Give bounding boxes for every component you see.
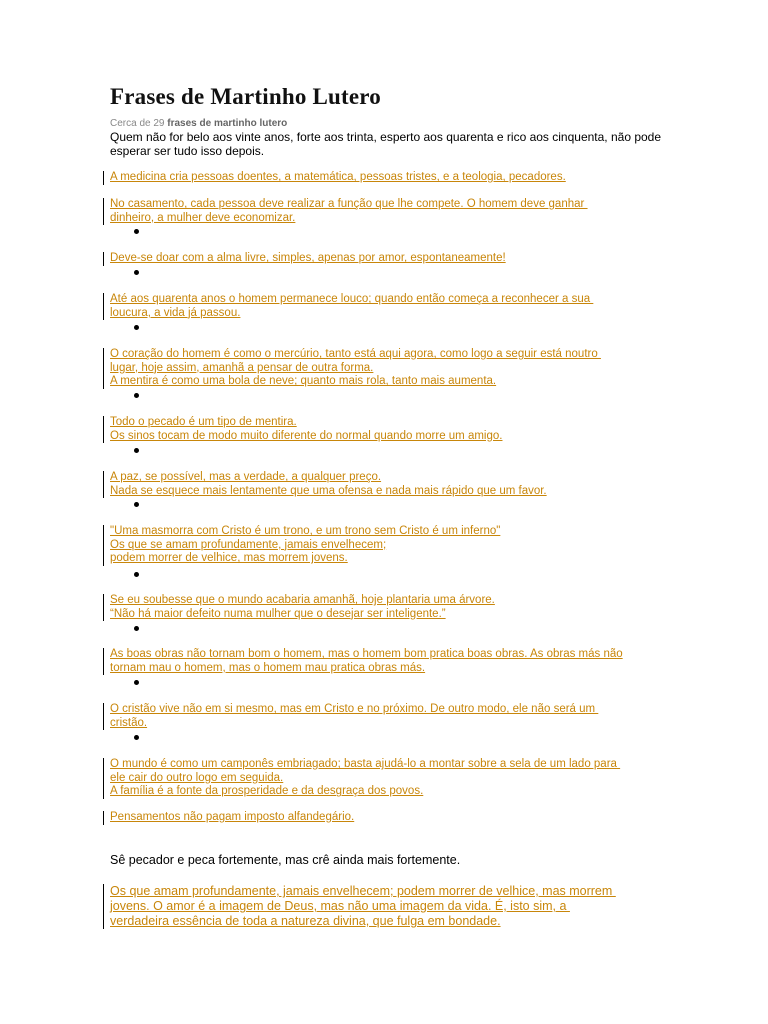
quote-link[interactable]: loucura, a vida já passou. xyxy=(110,306,241,319)
quote-link[interactable]: Nada se esquece mais lentamente que uma ofensa e nada mais rápido que um favor. xyxy=(110,484,547,497)
quote-item xyxy=(103,416,502,443)
quote-link[interactable]: Até aos quarenta anos o homem permanece louco; quando então começa a reconhecer a sua xyxy=(110,293,594,305)
result-meta xyxy=(110,118,287,129)
quote-link[interactable]: O coração do homem é como o mercúrio, tanto está aqui agora, como logo a seguir está noutro xyxy=(110,348,601,360)
quote-item xyxy=(103,758,620,799)
quote-link[interactable]: ele cair do outro logo em seguida. xyxy=(110,771,284,784)
bullet-icon xyxy=(134,325,139,330)
quote-link[interactable]: jovens. O amor é a imagem de Deus, mas não uma imagem da vida. É, isto sim, a xyxy=(110,899,570,913)
quote-link[interactable]: As boas obras não tornam bom o homem, mas o homem bom pratica boas obras. As obras más não xyxy=(110,648,623,660)
quote-item xyxy=(103,348,601,389)
quote-link[interactable]: verdadeira essência de toda a natureza divina, que fulga em bondade. xyxy=(110,914,501,928)
quote-link[interactable]: A medicina cria pessoas doentes, a matemática, pessoas tristes, e a teologia, pecadores. xyxy=(110,171,566,183)
quote-link[interactable]: "Uma masmorra com Cristo é um trono, e um trono sem Cristo é um inferno" xyxy=(110,525,501,537)
quote-item xyxy=(103,525,500,566)
quote-link[interactable]: Deve-se doar com a alma livre, simples, apenas por amor, espontaneamente! xyxy=(110,252,506,264)
bullet-icon xyxy=(134,626,139,631)
bullet-icon xyxy=(134,735,139,740)
quote-link[interactable]: Os sinos tocam de modo muito diferente do normal quando morre um amigo. xyxy=(110,429,503,442)
final-quote xyxy=(103,884,616,929)
quote-link[interactable]: Todo o pecado é um tipo de mentira. xyxy=(110,416,297,428)
intro-quote: Quem não for belo aos vinte anos, forte aos trinta, esperto aos quarenta e rico aos cinquenta, não pode esperar ser tudo isso depois. xyxy=(110,130,662,158)
quote-link[interactable]: Os que amam profundamente, jamais envelhecem; podem morrer de velhice, mas morrem xyxy=(110,884,616,898)
quote-item xyxy=(103,171,566,185)
quote-link[interactable]: tornam mau o homem, mas o homem mau pratica obras más. xyxy=(110,661,426,674)
quote-link[interactable]: Os que se amam profundamente, jamais envelhecem; xyxy=(110,538,387,551)
result-query: frases de martinho lutero xyxy=(167,118,288,129)
quote-link[interactable]: lugar, hoje assim, amanhã a pensar de outra forma. xyxy=(110,361,374,374)
quote-link[interactable]: O mundo é como um camponês embriagado; basta ajudá-lo a montar sobre a sela de um lado para xyxy=(110,758,621,770)
quote-link[interactable]: A família é a fonte da prosperidade e da desgraça dos povos. xyxy=(110,785,424,798)
bullet-icon xyxy=(134,393,139,398)
bullet-icon xyxy=(134,448,139,453)
quote-link[interactable]: A mentira é como uma bola de neve; quanto mais rola, tanto mais aumenta. xyxy=(110,375,497,388)
bullet-icon xyxy=(134,502,139,507)
bullet-icon xyxy=(134,572,139,577)
quote-item xyxy=(103,703,598,730)
quote-link[interactable]: Se eu soubesse que o mundo acabaria amanhã, hoje plantaria uma árvore. xyxy=(110,594,495,606)
plain-quote: Sê pecador e peca fortemente, mas crê ainda mais fortemente. xyxy=(110,853,461,867)
quote-link[interactable]: “Não há maior defeito numa mulher que o desejar ser inteligente.” xyxy=(110,607,446,620)
page-title: Frases de Martinho Lutero xyxy=(110,84,381,109)
quote-link[interactable]: dinheiro, a mulher deve economizar. xyxy=(110,211,296,224)
quote-link[interactable]: podem morrer de velhice, mas morrem jovens. xyxy=(110,552,348,565)
quote-link[interactable]: cristão. xyxy=(110,716,148,729)
bullet-icon xyxy=(134,229,139,234)
bullet-icon xyxy=(134,270,139,275)
quote-link[interactable]: No casamento, cada pessoa deve realizar a função que lhe compete. O homem deve ganhar xyxy=(110,198,588,210)
quote-link[interactable]: O cristão vive não em si mesmo, mas em Cristo e no próximo. De outro modo, ele não será um xyxy=(110,703,599,715)
quote-item xyxy=(103,811,354,825)
quote-item xyxy=(103,252,506,266)
quote-link[interactable]: A paz, se possível, mas a verdade, a qualquer preço. xyxy=(110,471,382,483)
quote-item xyxy=(103,648,623,675)
quote-item xyxy=(103,198,588,225)
quote-item xyxy=(103,471,547,498)
quote-item xyxy=(103,293,593,320)
quote-link[interactable]: Pensamentos não pagam imposto alfandegário. xyxy=(110,811,355,823)
result-count: Cerca de 29 xyxy=(110,118,165,129)
quote-item xyxy=(103,594,495,621)
bullet-icon xyxy=(134,680,139,685)
